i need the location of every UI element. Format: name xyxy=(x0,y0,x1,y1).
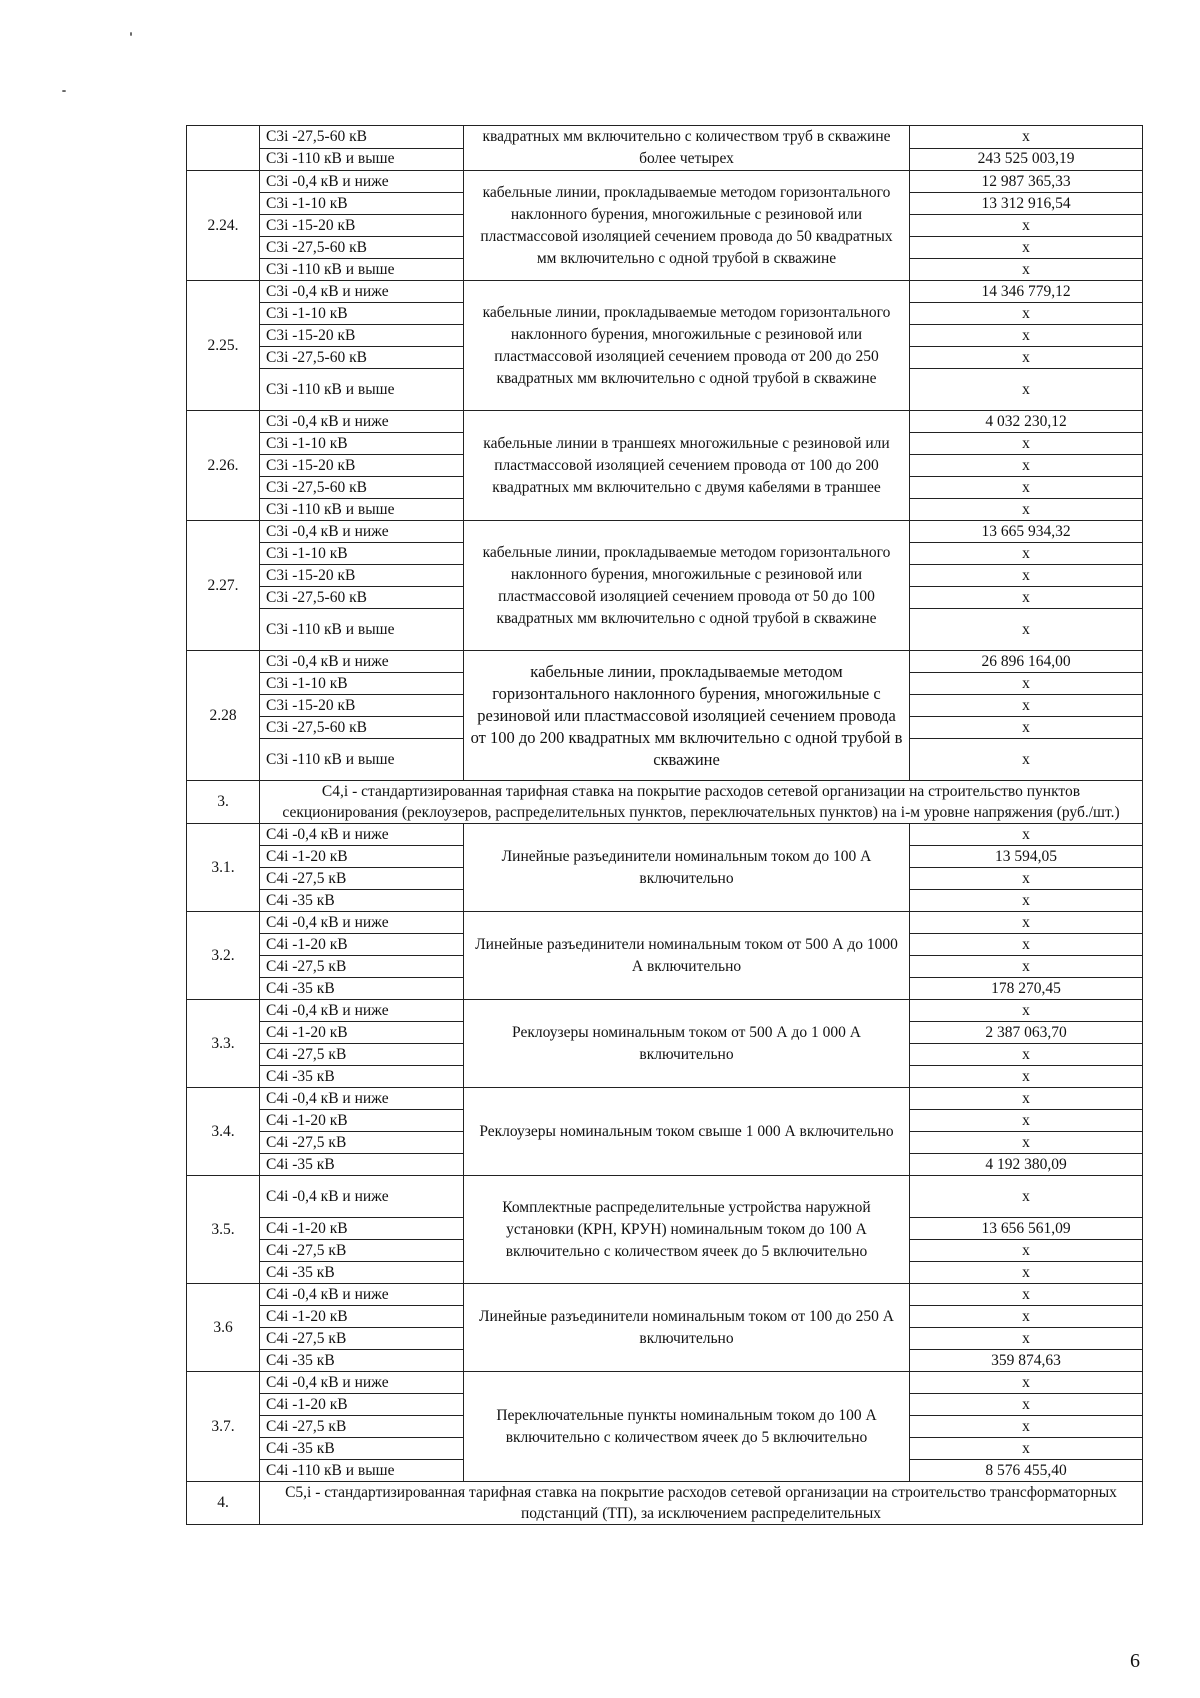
item-description: Комплектные распределительные устройства наружной установки (КРН, КРУН) номинальным током до 100 А включительно с количеством ячеек до 5 включительно xyxy=(464,1176,910,1284)
rate-value: x xyxy=(910,1110,1143,1132)
voltage-level: С4i -35 кВ xyxy=(260,1262,464,1284)
rate-value: x xyxy=(910,1176,1143,1218)
table-row xyxy=(187,1176,1143,1218)
rate-value: x xyxy=(910,695,1143,717)
item-number xyxy=(187,126,260,171)
rate-value: x xyxy=(910,543,1143,565)
rate-value: x xyxy=(910,1284,1143,1306)
item-number: 3.4. xyxy=(187,1088,260,1176)
voltage-level: С3i -27,5-60 кВ xyxy=(260,347,464,369)
scan-speck xyxy=(130,32,132,36)
item-description: кабельные линии, прокладываемые методом горизонтального наклонного бурения, многожильные с резиновой или пластмассовой изоляцией сечением провода до 50 квадратных мм включительно с одной трубой в скважине xyxy=(464,171,910,281)
rate-value: x xyxy=(910,369,1143,411)
rate-value: x xyxy=(910,433,1143,455)
item-description: Реклоузеры номинальным током свыше 1 000 А включительно xyxy=(464,1088,910,1176)
item-number: 3.5. xyxy=(187,1176,260,1284)
rate-value: x xyxy=(910,934,1143,956)
rate-value: x xyxy=(910,717,1143,739)
rate-value: 13 656 561,09 xyxy=(910,1218,1143,1240)
rate-value: 12 987 365,33 xyxy=(910,171,1143,193)
rate-value: x xyxy=(910,1416,1143,1438)
item-description: Линейные разъединители номинальным током до 100 А включительно xyxy=(464,824,910,912)
voltage-level: С3i -0,4 кВ и ниже xyxy=(260,171,464,193)
rate-value: 359 874,63 xyxy=(910,1350,1143,1372)
rate-value: x xyxy=(910,1262,1143,1284)
table-row xyxy=(187,912,1143,934)
voltage-level: С4i -35 кВ xyxy=(260,978,464,1000)
table-row xyxy=(187,171,1143,193)
item-number: 3.1. xyxy=(187,824,260,912)
section-row xyxy=(187,781,1143,824)
item-number: 3.6 xyxy=(187,1284,260,1372)
rate-value: x xyxy=(910,1132,1143,1154)
voltage-level: С4i -1-20 кВ xyxy=(260,934,464,956)
voltage-level: С3i -27,5-60 кВ xyxy=(260,477,464,499)
rate-value: x xyxy=(910,1394,1143,1416)
rate-value: x xyxy=(910,868,1143,890)
table-row xyxy=(187,126,1143,149)
rate-value: 8 576 455,40 xyxy=(910,1460,1143,1482)
voltage-level: С3i -1-10 кВ xyxy=(260,673,464,695)
voltage-level: С4i -0,4 кВ и ниже xyxy=(260,1176,464,1218)
rate-value: x xyxy=(910,499,1143,521)
rate-value: x xyxy=(910,1438,1143,1460)
voltage-level: С4i -1-20 кВ xyxy=(260,846,464,868)
voltage-level: С3i -15-20 кВ xyxy=(260,565,464,587)
voltage-level: С4i -27,5 кВ xyxy=(260,1132,464,1154)
table-row xyxy=(187,411,1143,433)
rate-value: x xyxy=(910,1088,1143,1110)
rate-value: 14 346 779,12 xyxy=(910,281,1143,303)
table-row xyxy=(187,824,1143,846)
rate-value: x xyxy=(910,1306,1143,1328)
rate-value: x xyxy=(910,1240,1143,1262)
item-number: 4. xyxy=(187,1482,260,1525)
rate-value: 13 312 916,54 xyxy=(910,193,1143,215)
tariff-table xyxy=(186,125,1143,1525)
voltage-level: С3i -27,5-60 кВ xyxy=(260,126,464,149)
voltage-level: С3i -15-20 кВ xyxy=(260,325,464,347)
rate-value: x xyxy=(910,1328,1143,1350)
voltage-level: С3i -110 кВ и выше xyxy=(260,259,464,281)
rate-value: x xyxy=(910,1000,1143,1022)
table-row xyxy=(187,1284,1143,1306)
rate-value: x xyxy=(910,1066,1143,1088)
voltage-level: С4i -27,5 кВ xyxy=(260,868,464,890)
item-number: 3.2. xyxy=(187,912,260,1000)
voltage-level: С3i -1-10 кВ xyxy=(260,543,464,565)
voltage-level: С3i -1-10 кВ xyxy=(260,433,464,455)
rate-value: x xyxy=(910,303,1143,325)
rate-value: 4 032 230,12 xyxy=(910,411,1143,433)
table-row xyxy=(187,1000,1143,1022)
voltage-level: С4i -1-20 кВ xyxy=(260,1022,464,1044)
voltage-level: С4i -1-20 кВ xyxy=(260,1218,464,1240)
rate-value: x xyxy=(910,912,1143,934)
item-description: кабельные линии, прокладываемые методом горизонтального наклонного бурения, многожильные с резиновой или пластмассовой изоляцией сечением провода от 100 до 200 квадратных мм включительно с одной трубой в скважине xyxy=(464,651,910,781)
item-description: Переключательные пункты номинальным током до 100 А включительно с количеством ячеек до 5 включительно xyxy=(464,1372,910,1482)
section-row xyxy=(187,1482,1143,1525)
rate-value: x xyxy=(910,325,1143,347)
item-description: квадратных мм включительно с количеством труб в скважине более четырех xyxy=(464,126,910,171)
rate-value: x xyxy=(910,824,1143,846)
table-row xyxy=(187,1372,1143,1394)
voltage-level: С3i -0,4 кВ и ниже xyxy=(260,651,464,673)
page-number: 6 xyxy=(1130,1650,1140,1672)
voltage-level: С4i -27,5 кВ xyxy=(260,1240,464,1262)
rate-value: x xyxy=(910,1044,1143,1066)
item-description: Линейные разъединители номинальным током от 100 до 250 А включительно xyxy=(464,1284,910,1372)
voltage-level: С4i -35 кВ xyxy=(260,890,464,912)
table-row xyxy=(187,521,1143,543)
rate-value: 4 192 380,09 xyxy=(910,1154,1143,1176)
voltage-level: С4i -0,4 кВ и ниже xyxy=(260,824,464,846)
item-number: 2.28 xyxy=(187,651,260,781)
rate-value: x xyxy=(910,215,1143,237)
voltage-level: С4i -27,5 кВ xyxy=(260,1328,464,1350)
voltage-level: С4i -27,5 кВ xyxy=(260,956,464,978)
voltage-level: С3i -110 кВ и выше xyxy=(260,739,464,781)
rate-value: x xyxy=(910,609,1143,651)
voltage-level: С3i -27,5-60 кВ xyxy=(260,587,464,609)
voltage-level: С4i -35 кВ xyxy=(260,1154,464,1176)
rate-value: x xyxy=(910,455,1143,477)
voltage-level: С4i -0,4 кВ и ниже xyxy=(260,1000,464,1022)
voltage-level: С4i -35 кВ xyxy=(260,1350,464,1372)
rate-value: x xyxy=(910,477,1143,499)
voltage-level: С4i -35 кВ xyxy=(260,1066,464,1088)
voltage-level: С3i -110 кВ и выше xyxy=(260,369,464,411)
rate-value: 13 665 934,32 xyxy=(910,521,1143,543)
tariff-table-body xyxy=(187,126,1143,1525)
voltage-level: С4i -27,5 кВ xyxy=(260,1416,464,1438)
voltage-level: С4i -110 кВ и выше xyxy=(260,1460,464,1482)
voltage-level: С4i -35 кВ xyxy=(260,1438,464,1460)
section-description: С5,i - стандартизированная тарифная ставка на покрытие расходов сетевой организации на строительство трансформаторных подстанций (ТП), за исключением распределительных xyxy=(260,1482,1143,1525)
voltage-level: С4i -0,4 кВ и ниже xyxy=(260,912,464,934)
item-number: 3.3. xyxy=(187,1000,260,1088)
voltage-level: С3i -110 кВ и выше xyxy=(260,499,464,521)
voltage-level: С3i -0,4 кВ и ниже xyxy=(260,411,464,433)
voltage-level: С4i -1-20 кВ xyxy=(260,1306,464,1328)
voltage-level: С3i -27,5-60 кВ xyxy=(260,717,464,739)
voltage-level: С3i -110 кВ и выше xyxy=(260,148,464,171)
rate-value: x xyxy=(910,565,1143,587)
rate-value: x xyxy=(910,347,1143,369)
item-number: 2.24. xyxy=(187,171,260,281)
item-number: 3. xyxy=(187,781,260,824)
voltage-level: С3i -1-10 кВ xyxy=(260,193,464,215)
voltage-level: С3i -0,4 кВ и ниже xyxy=(260,521,464,543)
voltage-level: С3i -27,5-60 кВ xyxy=(260,237,464,259)
voltage-level: С3i -15-20 кВ xyxy=(260,695,464,717)
item-number: 2.25. xyxy=(187,281,260,411)
section-description: С4,i - стандартизированная тарифная ставка на покрытие расходов сетевой организации на строительство пунктов секционирования (реклоузеров, распределительных пунктов, переключательных пунктов) на i-м уровне напряжения (руб./шт.) xyxy=(260,781,1143,824)
item-description: Линейные разъединители номинальным током от 500 А до 1000 А включительно xyxy=(464,912,910,1000)
voltage-level: С4i -0,4 кВ и ниже xyxy=(260,1372,464,1394)
item-number: 3.7. xyxy=(187,1372,260,1482)
item-number: 2.27. xyxy=(187,521,260,651)
voltage-level: С3i -1-10 кВ xyxy=(260,303,464,325)
voltage-level: С3i -15-20 кВ xyxy=(260,215,464,237)
voltage-level: С3i -0,4 кВ и ниже xyxy=(260,281,464,303)
voltage-level: С4i -0,4 кВ и ниже xyxy=(260,1284,464,1306)
table-row xyxy=(187,1088,1143,1110)
rate-value: x xyxy=(910,956,1143,978)
voltage-level: С4i -1-20 кВ xyxy=(260,1394,464,1416)
rate-value: x xyxy=(910,587,1143,609)
rate-value: 178 270,45 xyxy=(910,978,1143,1000)
voltage-level: С3i -110 кВ и выше xyxy=(260,609,464,651)
voltage-level: С3i -15-20 кВ xyxy=(260,455,464,477)
item-description: кабельные линии в траншеях многожильные с резиновой или пластмассовой изоляцией сечением провода от 100 до 200 квадратных мм включительно с двумя кабелями в траншее xyxy=(464,411,910,521)
scan-speck xyxy=(62,90,66,92)
rate-value: 13 594,05 xyxy=(910,846,1143,868)
rate-value: x xyxy=(910,1372,1143,1394)
item-description: кабельные линии, прокладываемые методом горизонтального наклонного бурения, многожильные с резиновой или пластмассовой изоляцией сечением провода от 200 до 250 квадратных мм включительно с одной трубой в скважине xyxy=(464,281,910,411)
item-number: 2.26. xyxy=(187,411,260,521)
item-description: Реклоузеры номинальным током от 500 А до 1 000 А включительно xyxy=(464,1000,910,1088)
item-description: кабельные линии, прокладываемые методом горизонтального наклонного бурения, многожильные с резиновой или пластмассовой изоляцией сечением провода от 50 до 100 квадратных мм включительно с одной трубой в скважине xyxy=(464,521,910,651)
rate-value: x xyxy=(910,126,1143,149)
voltage-level: С4i -0,4 кВ и ниже xyxy=(260,1088,464,1110)
table-row xyxy=(187,651,1143,673)
rate-value: x xyxy=(910,673,1143,695)
rate-value: 243 525 003,19 xyxy=(910,148,1143,171)
voltage-level: С4i -27,5 кВ xyxy=(260,1044,464,1066)
rate-value: 2 387 063,70 xyxy=(910,1022,1143,1044)
rate-value: x xyxy=(910,739,1143,781)
voltage-level: С4i -1-20 кВ xyxy=(260,1110,464,1132)
table-row xyxy=(187,281,1143,303)
rate-value: x xyxy=(910,890,1143,912)
rate-value: x xyxy=(910,237,1143,259)
rate-value: x xyxy=(910,259,1143,281)
rate-value: 26 896 164,00 xyxy=(910,651,1143,673)
